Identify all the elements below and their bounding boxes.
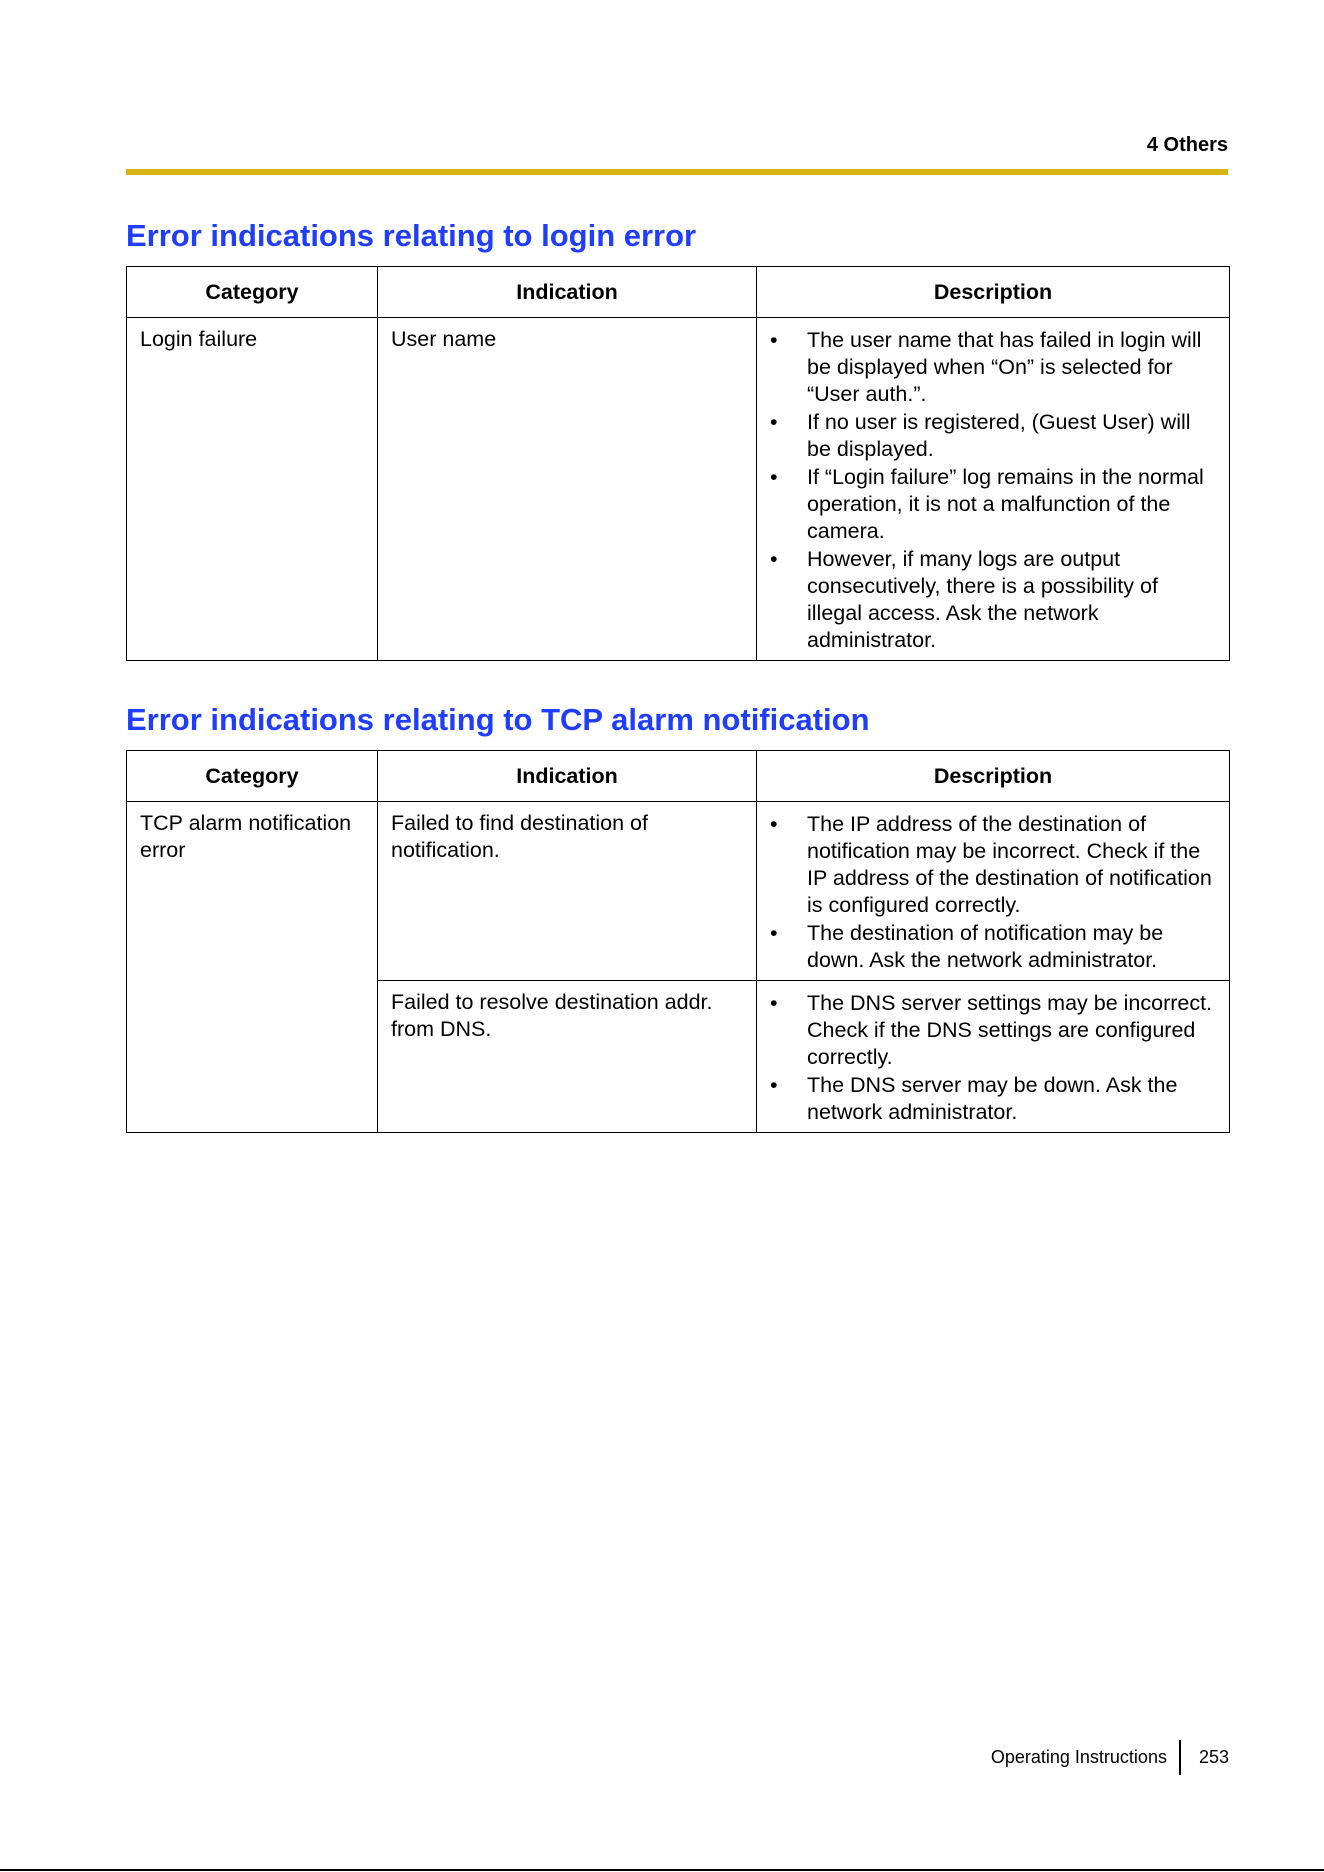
document-name: Operating Instructions	[990, 1747, 1167, 1767]
description-item: • The IP address of the destination of notification may be incorrect. Check if the IP address of the destination of notification is configured correctly.	[770, 811, 1217, 919]
column-header-category: Category	[127, 751, 378, 802]
tcp-alarm-table	[126, 750, 1230, 1133]
page-number: 253	[1198, 1747, 1229, 1767]
description-list	[770, 990, 1217, 1126]
column-header-category: Category	[127, 267, 378, 318]
indication-cell: Failed to resolve destination addr. from DNS.	[378, 981, 757, 1133]
description-cell	[757, 802, 1230, 981]
table-header-row	[127, 751, 1230, 802]
description-cell	[757, 318, 1230, 661]
description-item: • The DNS server may be down. Ask the network administrator.	[770, 1072, 1217, 1126]
table-row	[127, 318, 1230, 661]
table-header-row	[127, 267, 1230, 318]
description-item: • If “Login failure” log remains in the normal operation, it is not a malfunction of the camera.	[770, 464, 1217, 545]
indication-cell: User name	[378, 318, 757, 661]
column-header-indication: Indication	[378, 267, 757, 318]
column-header-description: Description	[757, 267, 1230, 318]
category-cell: TCP alarm notification error	[127, 802, 378, 1133]
header-rule	[126, 169, 1228, 175]
login-error-table	[126, 266, 1230, 661]
description-list	[770, 811, 1217, 974]
column-header-description: Description	[757, 751, 1230, 802]
description-item: • The destination of notification may be down. Ask the network administrator.	[770, 920, 1217, 974]
description-cell	[757, 981, 1230, 1133]
description-item: • If no user is registered, (Guest User) will be displayed.	[770, 409, 1217, 463]
category-cell: Login failure	[127, 318, 378, 661]
section-title-tcp-alarm: Error indications relating to TCP alarm notification	[126, 702, 870, 737]
chapter-label: 4 Others	[1146, 134, 1228, 156]
page-footer	[991, 1740, 1229, 1775]
description-item: • The user name that has failed in login will be displayed when “On” is selected for “User auth.”.	[770, 327, 1217, 408]
description-list	[770, 327, 1217, 654]
indication-cell: Failed to find destination of notification.	[378, 802, 757, 981]
section-title-login-error: Error indications relating to login error	[126, 218, 697, 253]
description-item: • However, if many logs are output consecutively, there is a possibility of illegal access. Ask the network administrator.	[770, 546, 1217, 654]
description-item: • The DNS server settings may be incorrect. Check if the DNS settings are configured correctly.	[770, 990, 1217, 1071]
column-header-indication: Indication	[378, 751, 757, 802]
page-bottom-edge	[0, 1869, 1324, 1871]
table-row	[127, 802, 1230, 981]
